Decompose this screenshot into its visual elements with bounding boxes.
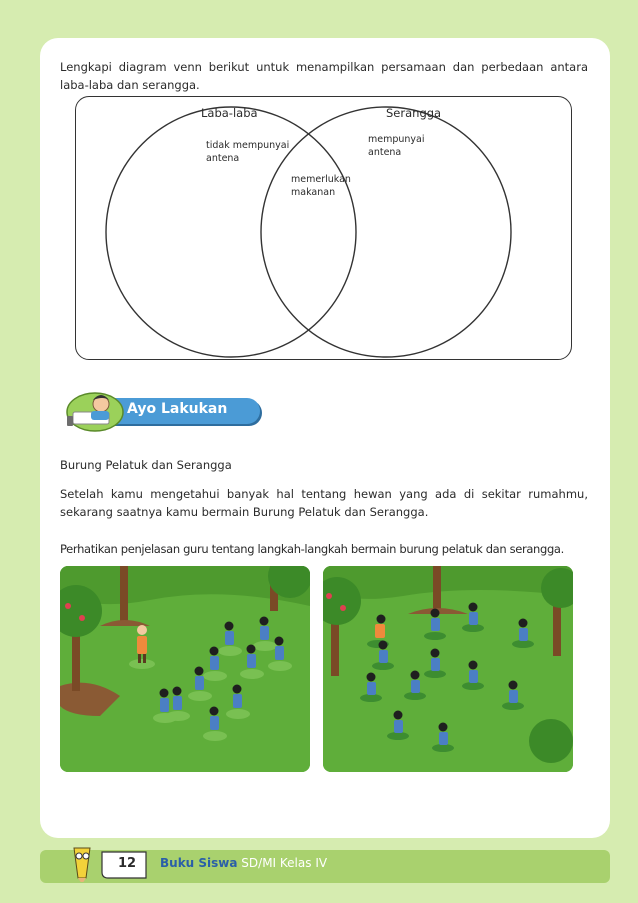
intro-paragraph: Lengkapi diagram venn berikut untuk menampilkan persamaan dan perbedaan antara laba-laba dan serangga. (60, 60, 588, 92)
venn-left-text: tidak mempunyai antena (206, 140, 290, 164)
illustration-game-running (323, 566, 573, 772)
activity-title: Burung Pelatuk dan Serangga (60, 458, 232, 472)
banner-label: Ayo Lakukan (127, 401, 228, 417)
venn-right-text: mempunyai antena (368, 134, 425, 158)
activity-paragraph-2: Perhatikan penjelasan guru tentang langkah-langkah bermain burung pelatuk dan serangga. (60, 542, 564, 556)
venn-label-left: Laba-laba (201, 106, 258, 120)
activity-paragraph-1: Setelah kamu mengetahui banyak hal tentang hewan yang ada di sekitar rumahmu, sekarang saatnya kamu bermain Burung Pelatuk dan Serangga. (60, 487, 588, 519)
page-number: 12 (118, 856, 137, 871)
book-title-rest: SD/MI Kelas IV (237, 856, 328, 870)
illustration-game-start (60, 566, 310, 772)
venn-middle-text: memerlukan makanan (291, 174, 351, 198)
venn-diagram (75, 96, 572, 360)
book-title-bold: Buku Siswa (160, 856, 238, 870)
ayo-lakukan-banner (65, 388, 265, 432)
page-content (40, 38, 610, 838)
child-writing-icon (65, 388, 125, 432)
children-standing-illustration (60, 566, 310, 772)
book-title (160, 856, 327, 870)
children-running-illustration (323, 566, 573, 772)
venn-circles (76, 97, 571, 359)
venn-label-right: Serangga (386, 106, 442, 120)
